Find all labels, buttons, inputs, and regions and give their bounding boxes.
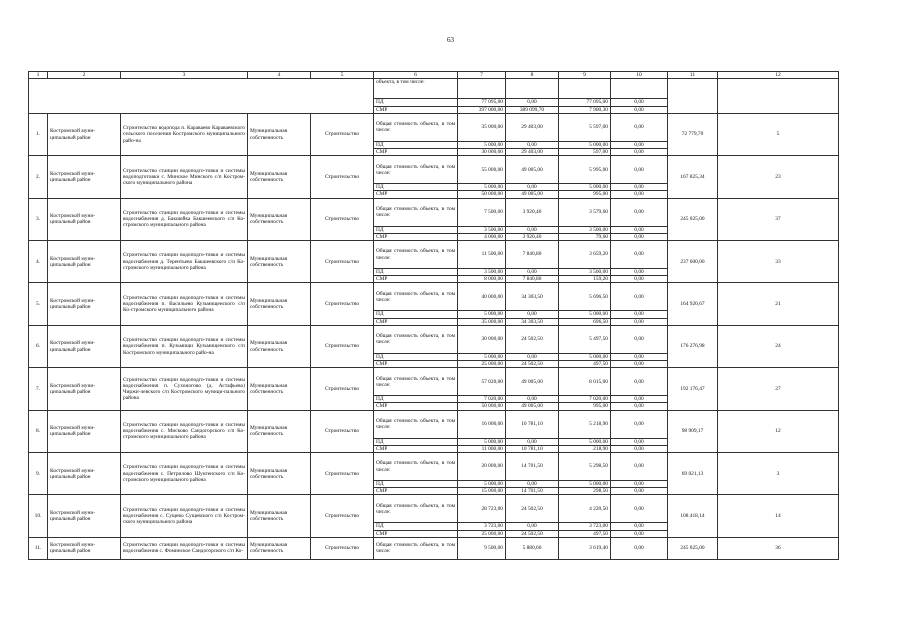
smr-value: 696,50 [559,318,611,325]
total-value: 5 696,50 [559,283,611,311]
row-number: 4. [29,241,48,283]
total-value: 0,00 [611,410,668,438]
table-row [29,325,839,353]
header-cell: 5 [311,72,374,79]
table-row [29,537,839,559]
total-label: Общая стоимость объекта, в том числе: [374,453,458,481]
pd-value: 5 000,00 [559,481,611,488]
continuation-blank-11 [668,79,718,113]
smr-value: 3 920,40 [506,233,559,240]
total-value: 14 701,50 [506,453,559,481]
smr-value: 34 303,50 [506,318,559,325]
object-cell: Строительство станции водоподго-товки и системы водоснабжения п. Сухоногово (д. Астафьево) Чиржи-левского с/п Костромского муници-пального района [121,368,248,410]
total-value: 0,00 [611,537,668,559]
row-number: 3. [29,198,48,240]
total-value: 16 000,00 [458,410,506,438]
table-row [29,113,839,141]
smr-value: 8 000,00 [458,276,506,283]
smr-value: 0,00 [611,530,668,537]
smr-value: 14 701,50 [506,488,559,495]
pd-value: 0,00 [611,523,668,530]
total-value: 3 579,60 [559,198,611,226]
smr-value: 25 000,00 [458,530,506,537]
count-cell: 23 [718,156,839,198]
type-cell: Строительство [311,113,374,155]
smr-value: 159,20 [559,276,611,283]
ownership-cell: Муниципальная собственность [248,156,311,198]
pd-value: 5 000,00 [559,141,611,148]
pd-value: 0,00 [506,523,559,530]
cost-cell: 237 600,00 [668,241,718,283]
page-number: 63 [447,36,454,44]
ownership-cell: Муниципальная собственность [248,283,311,325]
total-value: 5 218,90 [559,410,611,438]
district-cell: Костромской муни-ципальный район [48,453,121,495]
pd-value: 3 500,00 [458,269,506,276]
total-value: 30 000,00 [458,325,506,353]
cell: 0,00 [611,99,668,106]
smr-value: 597,00 [559,149,611,156]
header-cell: 3 [121,72,248,79]
pd-value: 5 000,00 [559,353,611,360]
cost-cell: 108 418,14 [668,495,718,537]
smr-label: СМР [374,530,458,537]
total-value: 24 502,50 [506,325,559,353]
smr-value: 50 000,00 [458,191,506,198]
pd-value: 3 500,00 [559,269,611,276]
district-cell: Костромской муни-ципальный район [48,325,121,367]
smr-label: СМР [374,276,458,283]
row-number: 6. [29,325,48,367]
count-cell: 5 [718,113,839,155]
object-cell: Строительство станции водоподго-товки и системы водоподготовки с. Минское Минского с/п Костром-ского муниципального района [121,156,248,198]
total-value: 29 403,00 [506,113,559,141]
table-row [29,495,839,523]
table-row [29,156,839,184]
pd-value: 0,00 [611,226,668,233]
pd-value: 5 000,00 [458,141,506,148]
pd-label: ПД [374,99,458,106]
pd-value: 5 000,00 [458,353,506,360]
smr-value: 497,50 [559,361,611,368]
smr-value: 0,00 [611,361,668,368]
total-value: 55 000,00 [458,156,506,184]
pd-value: 0,00 [506,481,559,488]
pd-value: 0,00 [611,438,668,445]
cost-cell: 245 025,00 [668,537,718,559]
district-cell: Костромской муни-ципальный район [48,368,121,410]
total-value: 34 303,50 [506,283,559,311]
object-cell: Строительство станции водоподго-товки и системы водоснабжения п. Кузьмищи Кузьмищенского с/п Костромского муниципального райо-на [121,325,248,367]
row-number: 11. [29,537,48,559]
total-value: 3 659,20 [559,241,611,269]
pd-label: ПД [374,311,458,318]
pd-label: ПД [374,353,458,360]
cost-cell: 72 779,70 [668,113,718,155]
total-value: 11 500,00 [458,241,506,269]
pd-value: 0,00 [506,396,559,403]
smr-value: 79,60 [559,233,611,240]
total-label: Общая стоимость объекта, в том числе: [374,325,458,353]
pd-label: ПД [374,269,458,276]
smr-label: СМР [374,445,458,452]
pd-value: 5 000,00 [559,311,611,318]
object-cell: Строительство станции водоподго-товки и системы водоснабжения д. Терентьево Бакшеевского с/п Ко-стромского муниципального района [121,241,248,283]
object-cell: Строительство станции водоподго-товки и системы водоснабжения с. Фоминское Сандогорского с/п Ко- [121,537,248,559]
total-value: 5 880,60 [506,537,559,559]
cell: 77 095,00 [458,99,506,106]
smr-value: 50 000,00 [458,403,506,410]
smr-value: 24 502,50 [506,361,559,368]
continuation-blank [29,79,374,113]
row-number: 10. [29,495,48,537]
total-value: 5 995,00 [559,156,611,184]
cell: 389 099,70 [506,106,559,113]
object-cell: Строительство водопода п. Караваево Караваевского сельского поселения Костромского муниципального райо-на [121,113,248,155]
smr-value: 0,00 [611,233,668,240]
pd-value: 0,00 [506,184,559,191]
smr-value: 49 005,00 [506,403,559,410]
ownership-cell: Муниципальная собственность [248,198,311,240]
total-value: 0,00 [611,241,668,269]
type-cell: Строительство [311,325,374,367]
pd-value: 5 000,00 [458,481,506,488]
total-value: 0,00 [611,453,668,481]
table-row [29,368,839,396]
smr-value: 298,50 [559,488,611,495]
total-value: 7 840,80 [506,241,559,269]
type-cell: Строительство [311,241,374,283]
pd-value: 5 000,00 [458,311,506,318]
pd-value: 0,00 [611,311,668,318]
ownership-cell: Муниципальная собственность [248,241,311,283]
pd-value: 0,00 [506,226,559,233]
type-cell: Строительство [311,156,374,198]
count-cell: 3 [718,453,839,495]
header-cell: 10 [611,72,668,79]
header-cell: 6 [374,72,458,79]
header-cell: 7 [458,72,506,79]
row-number: 2. [29,156,48,198]
total-label: Общая стоимость объекта, в том числе: [374,156,458,184]
district-cell: Костромской муни-ципальный район [48,156,121,198]
cost-cell: 69 021,13 [668,453,718,495]
type-cell: Строительство [311,410,374,452]
cell: 397 000,00 [458,106,506,113]
smr-label: СМР [374,318,458,325]
smr-value: 11 000,00 [458,445,506,452]
type-cell: Строительство [311,198,374,240]
count-cell: 12 [718,410,839,452]
smr-value: 49 005,00 [506,191,559,198]
total-value: 0,00 [611,113,668,141]
type-cell: Строительство [311,453,374,495]
total-value: 49 005,00 [506,368,559,396]
ownership-cell: Муниципальная собственность [248,537,311,559]
ownership-cell: Муниципальная собственность [248,325,311,367]
pd-value: 3 500,00 [458,226,506,233]
total-label: Общая стоимость объекта, в том числе: [374,113,458,141]
pd-label: ПД [374,396,458,403]
pd-label: ПД [374,141,458,148]
ownership-cell: Муниципальная собственность [248,368,311,410]
pd-value: 7 020,00 [559,396,611,403]
smr-value: 0,00 [611,149,668,156]
header-cell: 9 [559,72,611,79]
object-cell: Строительство станции водоподго-товки и системы водоснабжения д. Бакшейка Бакшеевского с/п Ко-стромского муниципального района [121,198,248,240]
header-cell: 12 [718,72,839,79]
district-cell: Костромской муни-ципальный район [48,495,121,537]
total-label: Общая стоимость объекта, в том числе: [374,241,458,269]
table-row [29,241,839,269]
pd-value: 5 000,00 [559,184,611,191]
total-value: 10 781,10 [506,410,559,438]
smr-value: 10 781,10 [506,445,559,452]
cell: 0,00 [611,106,668,113]
smr-label: СМР [374,403,458,410]
cost-cell: 164 920,67 [668,283,718,325]
pd-label: ПД [374,438,458,445]
district-cell: Костромской муни-ципальный район [48,283,121,325]
total-value: 0,00 [611,198,668,226]
pd-value: 3 500,00 [559,226,611,233]
smr-value: 24 502,50 [506,530,559,537]
pd-label: ПД [374,481,458,488]
total-value: 5 298,50 [559,453,611,481]
pd-value: 0,00 [611,481,668,488]
total-value: 0,00 [611,325,668,353]
smr-value: 29 403,00 [506,149,559,156]
total-value: 5 597,00 [559,113,611,141]
smr-label: СМР [374,233,458,240]
cost-cell: 167 825,34 [668,156,718,198]
row-number: 9. [29,453,48,495]
table-row [29,198,839,226]
total-value: 9 500,00 [458,537,506,559]
pd-value: 5 000,00 [458,438,506,445]
smr-value: 0,00 [611,445,668,452]
continuation-label: объекта, в том числе: [374,79,458,99]
type-cell: Строительство [311,283,374,325]
total-label: Общая стоимость объекта, в том числе: [374,537,458,559]
smr-label: СМР [374,488,458,495]
header-cell: 4 [248,72,311,79]
district-cell: Костромской муни-ципальный район [48,198,121,240]
total-value: 35 000,00 [458,113,506,141]
header-cell: 8 [506,72,559,79]
table-row [29,453,839,481]
smr-label: СМР [374,191,458,198]
pd-label: ПД [374,226,458,233]
table-row [29,283,839,311]
total-value: 24 502,50 [506,495,559,523]
continuation-row [29,79,839,99]
continuation-blank-12 [718,79,839,113]
total-value: 40 000,00 [458,283,506,311]
row-number: 5. [29,283,48,325]
total-value: 0,00 [611,283,668,311]
smr-value: 7 840,80 [506,276,559,283]
total-value: 4 220,50 [559,495,611,523]
count-cell: 27 [718,368,839,410]
type-cell: Строительство [311,368,374,410]
cost-cell: 176 276,98 [668,325,718,367]
pd-value: 3 723,00 [458,523,506,530]
pd-value: 0,00 [506,438,559,445]
smr-value: 497,50 [559,530,611,537]
header-cell: 2 [48,72,121,79]
smr-label: СМР [374,361,458,368]
pd-value: 5 000,00 [559,438,611,445]
total-label: Общая стоимость объекта, в том числе: [374,198,458,226]
cell: 77 095,00 [559,99,611,106]
total-value: 7 500,00 [458,198,506,226]
pd-label: ПД [374,184,458,191]
count-cell: 33 [718,241,839,283]
smr-label: СМР [374,106,458,113]
table-row [29,410,839,438]
ownership-cell: Муниципальная собственность [248,495,311,537]
total-label: Общая стоимость объекта, в том числе: [374,283,458,311]
total-value: 0,00 [611,495,668,523]
pd-value: 0,00 [506,141,559,148]
ownership-cell: Муниципальная собственность [248,113,311,155]
total-value: 3 920,40 [506,198,559,226]
ownership-cell: Муниципальная собственность [248,410,311,452]
cell: 0,00 [506,99,559,106]
total-value: 20 000,00 [458,453,506,481]
total-value: 8 015,00 [559,368,611,396]
row-number: 1. [29,113,48,155]
district-cell: Костромской муни-ципальный район [48,241,121,283]
cost-cell: 98 909,17 [668,410,718,452]
total-value: 0,00 [611,368,668,396]
object-cell: Строительство станции водоподго-товки и системы водоснабжения п. Васильево Кузьмищенского с/п Ко-стромского муниципального района [121,283,248,325]
total-value: 49 005,00 [506,156,559,184]
count-cell: 37 [718,198,839,240]
pd-value: 0,00 [506,353,559,360]
count-cell: 21 [718,283,839,325]
smr-value: 25 000,00 [458,361,506,368]
smr-value: 15 000,00 [458,488,506,495]
pd-value: 0,00 [611,269,668,276]
pd-value: 3 723,00 [559,523,611,530]
district-cell: Костромской муни-ципальный район [48,113,121,155]
smr-value: 30 000,00 [458,149,506,156]
smr-value: 35 000,00 [458,318,506,325]
smr-value: 0,00 [611,488,668,495]
cell: 7 900,30 [559,106,611,113]
object-cell: Строительство станции водоподго-товки и системы водоснабжения с. Петрилово Шунгенского с/п Ко-стромского муниципального района [121,453,248,495]
smr-value: 0,00 [611,318,668,325]
ownership-cell: Муниципальная собственность [248,453,311,495]
investment-table [28,71,839,560]
count-cell: 36 [718,537,839,559]
district-cell: Костромской муни-ципальный район [48,410,121,452]
smr-value: 995,00 [559,403,611,410]
pd-value: 0,00 [611,353,668,360]
pd-value: 0,00 [506,311,559,318]
total-label: Общая стоимость объекта, в том числе: [374,410,458,438]
cost-cell: 245 025,00 [668,198,718,240]
district-cell: Костромской муни-ципальный район [48,537,121,559]
row-number: 7. [29,368,48,410]
pd-value: 5 000,00 [458,184,506,191]
pd-value: 0,00 [611,141,668,148]
total-label: Общая стоимость объекта, в том числе: [374,495,458,523]
type-cell: Строительство [311,495,374,537]
count-cell: 14 [718,495,839,537]
smr-value: 4 000,00 [458,233,506,240]
pd-value: 0,00 [611,396,668,403]
total-value: 0,00 [611,156,668,184]
smr-value: 0,00 [611,403,668,410]
smr-label: СМР [374,149,458,156]
smr-value: 218,90 [559,445,611,452]
smr-value: 0,00 [611,276,668,283]
pd-value: 7 020,00 [458,396,506,403]
type-cell: Строительство [311,537,374,559]
total-value: 28 723,00 [458,495,506,523]
cost-cell: 192 176,47 [668,368,718,410]
header-cell: 11 [668,72,718,79]
object-cell: Строительство станции водоподго-товки и системы водоснабжения с. Мисково Сандогорского с/п Ко-стромского муниципального района [121,410,248,452]
total-value: 5 497,50 [559,325,611,353]
header-row [29,72,839,79]
smr-value: 995,00 [559,191,611,198]
total-value: 3 619,40 [559,537,611,559]
smr-value: 0,00 [611,191,668,198]
pd-label: ПД [374,523,458,530]
object-cell: Строительство станции водоподго-товки и системы водоснабжения с. Сущево Сущевского с/п Костром-ского муниципального района [121,495,248,537]
count-cell: 24 [718,325,839,367]
pd-value: 0,00 [611,184,668,191]
total-value: 57 020,00 [458,368,506,396]
header-cell: 1 [29,72,48,79]
total-label: Общая стоимость объекта, в том числе: [374,368,458,396]
pd-value: 0,00 [506,269,559,276]
row-number: 8. [29,410,48,452]
